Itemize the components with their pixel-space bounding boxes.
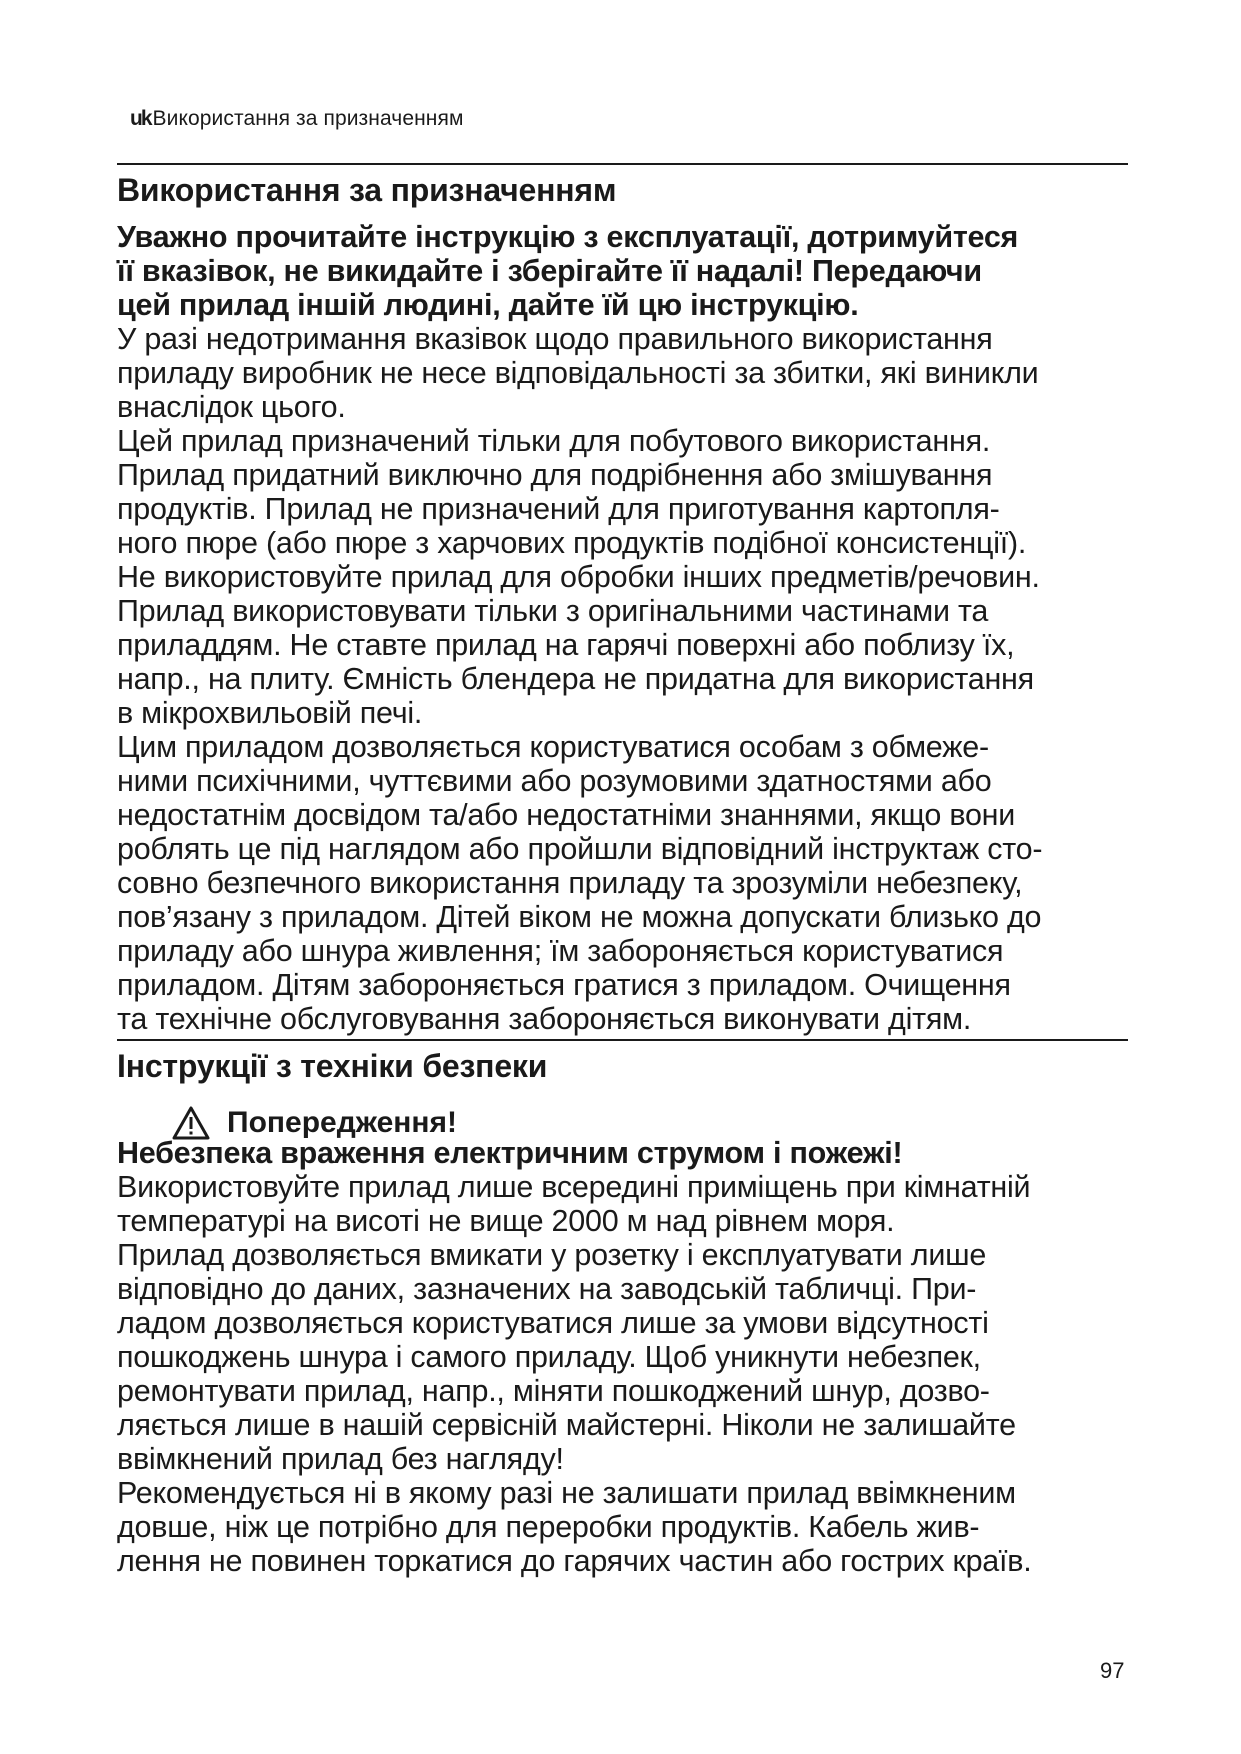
warning-label: Попередження!	[227, 1106, 458, 1139]
body-line: та технічне обслуговування забороняється виконувати дітям.	[117, 1002, 972, 1036]
section-title-intended-use: Використання за призначенням	[117, 172, 617, 208]
language-code: uk	[130, 107, 151, 130]
body-line: температурі на висоті не вище 2000 м над рівнем моря.	[117, 1204, 895, 1238]
intro-bold-line: Уважно прочитайте інструкцію з експлуатації, дотримуйтеся	[117, 220, 1019, 254]
body-line: пов’язану з приладом. Дітей віком не можна допускати близько до	[117, 900, 1042, 934]
body-line: в мікрохвильовій печі.	[117, 696, 423, 730]
body-line: ними психічними, чуттєвими або розумовими здатностями або	[117, 764, 992, 798]
body-line: Рекомендується ні в якому разі не залишати прилад ввімкненим	[117, 1476, 1016, 1510]
body-line: У разі недотримання вказівок щодо правильного використання	[117, 322, 993, 356]
page-number: 97	[1100, 1658, 1125, 1683]
section-divider	[117, 1039, 1128, 1041]
body-line: ладом дозволяється користуватися лише за умови відсутності	[117, 1306, 989, 1340]
body-line: Цим приладом дозволяється користуватися особам з обмеже-	[117, 730, 989, 764]
body-line: Не використовуйте прилад для обробки інших предметів/речовин.	[117, 560, 1040, 594]
body-line: роблять це під наглядом або пройшли відповідний інструктаж сто-	[117, 832, 1043, 866]
body-line: приладдям. Не ставте прилад на гарячі поверхні або поблизу їх,	[117, 628, 1015, 662]
body-line: приладу виробник не несе відповідальності за збитки, які виникли	[117, 356, 1039, 390]
body-line: лення не повинен торкатися до гарячих частин або гострих країв.	[117, 1544, 1032, 1578]
section-divider	[117, 163, 1128, 165]
body-line: приладу або шнура живлення; їм забороняється користуватися	[117, 934, 1004, 968]
body-line: недостатнім досвідом та/або недостатніми знаннями, якщо вони	[117, 798, 1016, 832]
body-line: напр., на плиту. Ємність блендера не придатна для використання	[117, 662, 1034, 696]
body-line: продуктів. Прилад не призначений для приготування картопля-	[117, 492, 1000, 526]
intro-bold-line: цей прилад іншій людині, дайте їй цю інструкцію.	[117, 288, 859, 322]
body-line: Прилад використовувати тільки з оригінальними частинами та	[117, 594, 989, 628]
hazard-line: Небезпека враження електричним струмом і пожежі!	[117, 1136, 903, 1170]
body-line: відповідно до даних, зазначених на заводській табличці. При-	[117, 1272, 977, 1306]
body-line: внаслідок цього.	[117, 390, 346, 424]
body-line: Використовуйте прилад лише всередині приміщень при кімнатній	[117, 1170, 1031, 1204]
body-line: совно безпечного використання приладу та зрозуміли небезпеку,	[117, 866, 1023, 900]
running-header	[130, 107, 464, 131]
section1-text	[117, 220, 1137, 1036]
running-header-title: Використання за призначенням	[152, 107, 464, 130]
section2-text	[117, 1136, 1137, 1578]
body-line: довше, ніж це потрібно для переробки продуктів. Кабель жив-	[117, 1510, 980, 1544]
body-line: Цей прилад призначений тільки для побутового використання.	[117, 424, 991, 458]
body-line: Прилад дозволяється вмикати у розетку і експлуатувати лише	[117, 1238, 987, 1272]
section-title-safety: Інструкції з техніки безпеки	[117, 1048, 548, 1084]
body-line: ляється лише в нашій сервісній майстерні. Ніколи не залишайте	[117, 1408, 1016, 1442]
body-line: пошкоджень шнура і самого приладу. Щоб уникнути небезпек,	[117, 1340, 981, 1374]
body-line: Прилад придатний виключно для подрібнення або змішування	[117, 458, 993, 492]
intro-bold-line: її вказівок, не викидайте і зберігайте її надалі! Передаючи	[117, 254, 982, 288]
body-line: ного пюре (або пюре з харчових продуктів подібної консистенції).	[117, 526, 1027, 560]
body-line: ремонтувати прилад, напр., міняти пошкоджений шнур, дозво-	[117, 1374, 990, 1408]
body-line: приладом. Дітям забороняється гратися з приладом. Очищення	[117, 968, 1011, 1002]
body-line: ввімкнений прилад без нагляду!	[117, 1442, 564, 1476]
